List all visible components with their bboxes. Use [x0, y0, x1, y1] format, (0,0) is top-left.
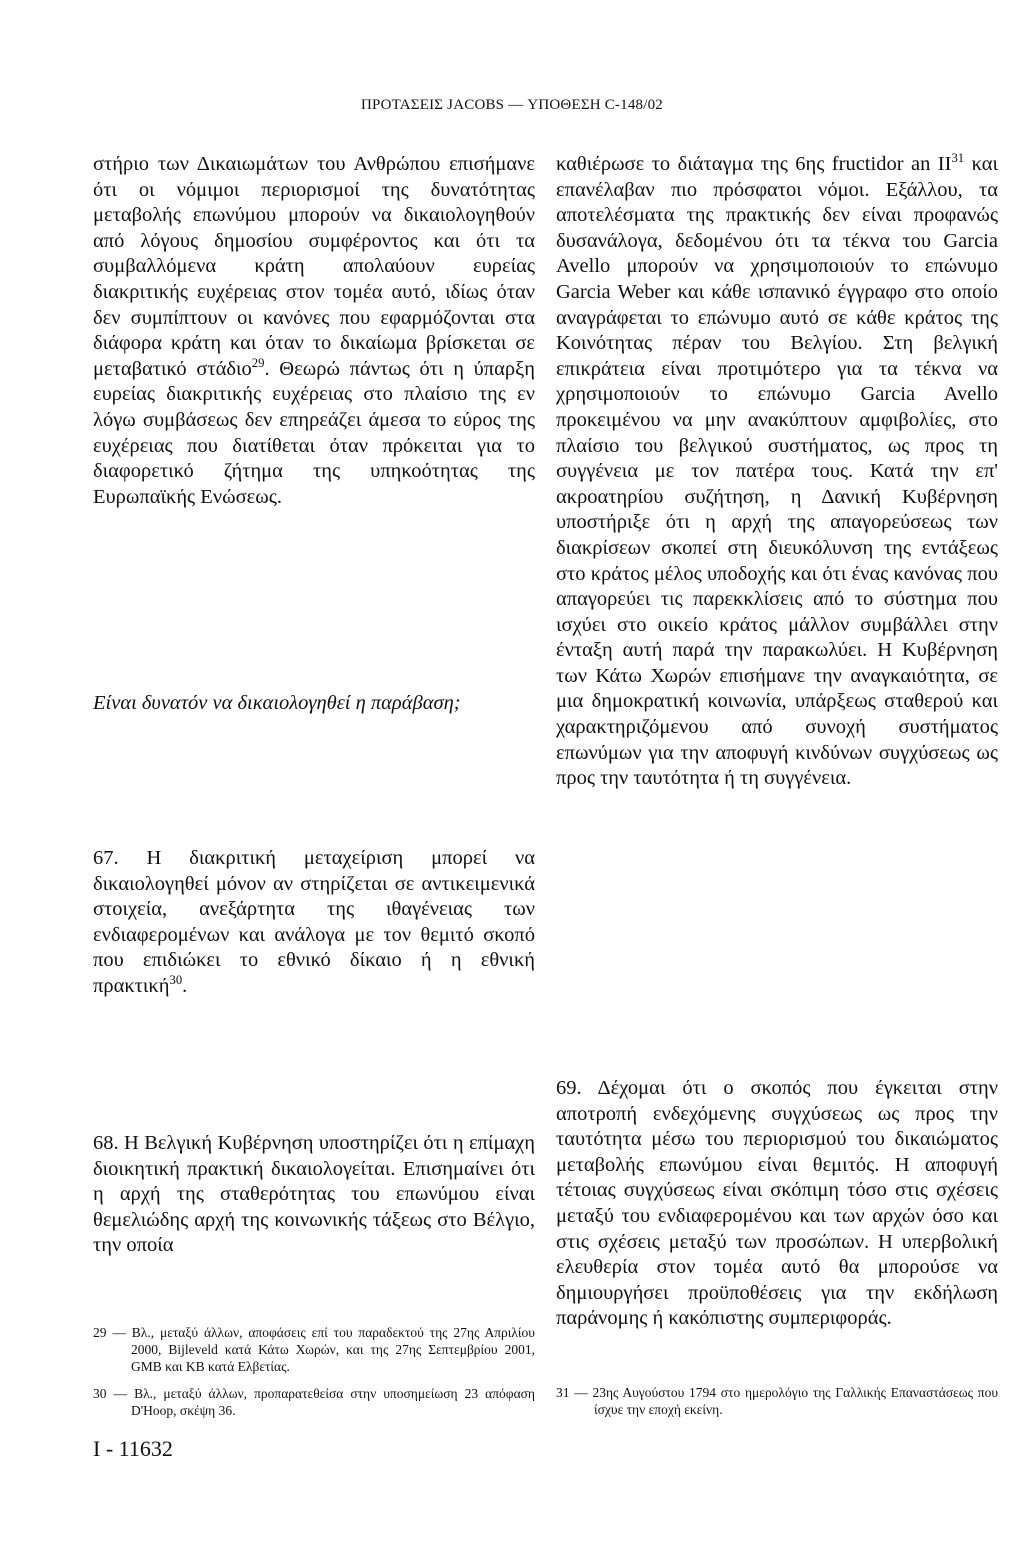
left-column-top: [93, 152, 535, 510]
footnote-ref-29[interactable]: 29: [251, 355, 265, 370]
paragraph-68: 68. Η Βελγική Κυβέρνηση υποστηρίζει ότι η επίμαχη διοικητική πρακτική δικαιολογείται. Επισημαίνει ότι η αρχή της σταθερότητας του επωνύμου είναι θεμελιώδης αρχή της κοινωνικής τάξεως στο Βέλγιο, την οποία: [93, 1132, 535, 1257]
paragraph-69: 69. Δέχομαι ότι ο σκοπός που έγκειται στην αποτροπή ενδεχόμενης συγχύσεως ως προς την ταυτότητα μέσω του περιορισμού του δικαιώματος μεταβολής επωνύμου είναι θεμιτός. Η αποφυγή τέτοιας συγχύσεως είναι σκόπιμη τόσο στις σχέσεις μεταξύ του ενδιαφερομένου και των αρχών όσο και στις σχέσεις μεταξύ των προσώπων. Η υπερβολική ελευθερία στον τομέα αυτό θα μπορούσε να δημιουργήσει προϋποθέσεις για την εκδήλωση παράνομης ή κακόπιστης συμπεριφοράς.: [556, 1077, 998, 1330]
page-number: I - 11632: [93, 1436, 173, 1461]
running-header: ΠΡΟΤΑΣΕΙΣ JACOBS — ΥΠΟΘΕΣΗ C-148/02: [361, 97, 663, 113]
footnote-29: 29 — Βλ., μεταξύ άλλων, αποφάσεις επί του παραδεκτού της 27ης Απριλίου 2000, Bijleveld κατά Κάτω Χωρών, και της 27ης Σεπτεμβρίου 2001, GMB και KB κατά Ελβετίας.: [93, 1325, 535, 1374]
paragraph-66-continued: στήριο των Δικαιωμάτων του Ανθρώπου επισήμανε ότι οι νόμιμοι περιορισμοί της δυνατότητας μεταβολής επωνύμου μπορούν να δικαιολογηθούν από λόγους δημοσίου συμφέροντος και ότι τα συμβαλλόμενα κράτη απολαύουν ευρείας διακριτικής ευχέρειας στον τομέα αυτό, ιδίως όταν δεν συμπίπτουν οι κανόνες που εφαρμόζονται στα διάφορα κράτη και όταν το δικαίωμα βρίσκεται σε μεταβατικό στάδιο$^{29}$. Θεωρώ πάντως ότι η ύπαρξη ευρείας διακριτικής ευχέρειας στο πλαίσιο της εν λόγω συμβάσεως δεν επηρεάζει άμεσα το εύρος της ευχέρειας που διατίθεται όταν πρόκειται για το διαφορετικό ζήτημα της υπηκοότητας της Ευρωπαϊκής Ενώσεως.: [93, 153, 535, 508]
footnotes-left: [93, 1324, 535, 1429]
footnote-31: 31 — 23ης Αυγούστου 1794 στο ημερολόγιο της Γαλλικής Επαναστάσεως που ίσχυε την εποχή εκείνη.: [556, 1385, 998, 1417]
paragraph-68-continued: καθιέρωσε το διάταγμα της 6ης fructidor an II$^{31}$ και επανέλαβαν πιο πρόσφατοι νόμοι. Εξάλλου, τα αποτελέσματα της πρακτικής δεν είναι προφανώς δυσανάλογα, δεδομένου ότι τα τέκνα του Garcia Avello μπορούν να χρησιμοποιούν το επώνυμο Garcia Weber και κάθε ισπανικό έγγραφο στο οποίο αναγράφεται το επώνυμο αυτό σε κάθε κράτος της Κοινότητας πέραν του Βελγίου. Στη βελγική επικράτεια είναι προτιμότερο για τα τέκνα να χρησιμοποιούν το επώνυμο Garcia Avello προκειμένου να μην ανακύπτουν αμφιβολίες, στο πλαίσιο του βελγικού συστήματος, ως προς τη συγγένεια με τον πατέρα τους. Κατά την επ' ακροατηρίου συζήτηση, η Δανική Κυβέρνηση υποστήριξε ότι η αρχή της απαγορεύσεως των διακρίσεων σκοπεί στη διευκόλυνση της εντάξεως στο κράτος μέλος υποδοχής και ότι ένας κανόνας που απαγορεύει τις παρεκκλίσεις από το σύστημα που ισχύει στο οικείο κράτος μάλλον συμβάλλει στην ένταξη αυτή παρά την παρακωλύει. Η Κυβέρνηση των Κάτω Χωρών επισήμανε την αναγκαιότητα, σε μια δημοκρατική κοινωνία, υπάρξεως σταθερού και χαρακτηριζόμενου από συνοχή συστήματος επωνύμων για την αποφυγή κινδύνων συγχύσεως ως προς την ταυτότητα ή τη συγγένεια.: [556, 151, 998, 790]
footnotes-right: [556, 1384, 998, 1428]
footnote-ref-30[interactable]: 30: [169, 973, 183, 988]
section-heading: Είναι δυνατόν να δικαιολογηθεί η παράβαση;: [93, 692, 461, 714]
footnote-30: 30 — Βλ., μεταξύ άλλων, προπαρατεθείσα στην υποσημείωση 23 απόφαση D'Hoop, σκέψη 36.: [93, 1386, 535, 1418]
paragraph-67: 67. Η διακριτική μεταχείριση μπορεί να δικαιολογηθεί μόνον αν στηρίζεται σε αντικειμενικά στοιχεία, ανεξάρτητα της ιθαγένειας των ενδιαφερομένων και ανάλογα με τον θεμιτό σκοπό που επιδιώκει το εθνικό δίκαιο ή η εθνική πρακτική$^{30}$.: [93, 847, 535, 997]
footnote-ref-31[interactable]: 31: [951, 151, 965, 166]
